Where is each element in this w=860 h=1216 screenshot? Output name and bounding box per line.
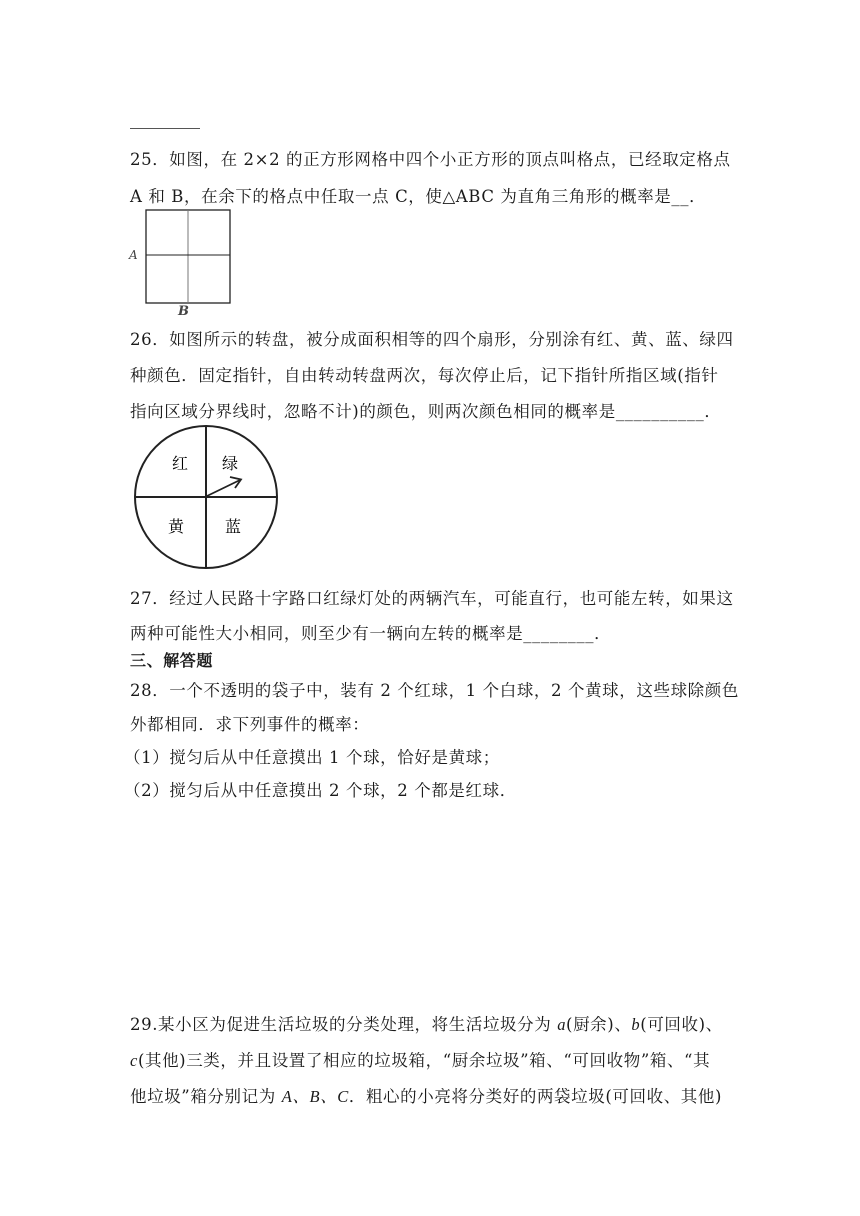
q27-line-2: 两种可能性大小相同，则至少有一辆向左转的概率是________．	[130, 624, 612, 643]
point-a-label: A	[129, 248, 138, 262]
q29-bin-labels: A、B、C	[281, 1087, 349, 1106]
q29-var-c: c	[130, 1051, 138, 1070]
grid-figure	[126, 205, 238, 317]
sector-yellow-label: 黄	[168, 517, 185, 536]
point-b-label: B	[178, 304, 189, 317]
sector-green-label: 绿	[222, 454, 239, 473]
q29-line-3	[130, 1083, 722, 1107]
q29-line-1-text-c: (可回收)、	[640, 1015, 723, 1034]
q28-part-1: （1）搅匀后从中任意摸出 1 个球，恰好是黄球；	[124, 748, 500, 767]
q27-line-1: 27．经过人民路十字路口红绿灯处的两辆汽车，可能直行，也可能左转，如果这	[130, 589, 734, 608]
q29-line-1	[130, 1011, 723, 1035]
sector-red-label: 红	[172, 454, 189, 473]
q28-line-1: 28．一个不透明的袋子中，装有 2 个红球，1 个白球，2 个黄球，这些球除颜色	[130, 681, 739, 700]
q29-line-3-text-b: ．粗心的小亮将分类好的两袋垃圾(可回收、其他)	[348, 1087, 723, 1106]
q29-line-2	[130, 1047, 710, 1071]
q26-line-1: 26．如图所示的转盘，被分成面积相等的四个扇形，分别涂有红、黄、蓝、绿四	[130, 330, 734, 349]
q29-var-a: a	[557, 1015, 567, 1034]
sector-blue-label: 蓝	[225, 517, 242, 536]
q29-line-1-text-b: (厨余)、	[566, 1015, 632, 1034]
q26-line-3: 指向区域分界线时，忽略不计)的颜色，则两次颜色相同的概率是__________．	[130, 402, 722, 421]
q28-part-2: （2）搅匀后从中任意摸出 2 个球，2 个都是红球．	[124, 781, 517, 800]
q26-line-2: 种颜色．固定指针，自由转动转盘两次，每次停止后，记下指针所指区域(指针	[130, 366, 719, 385]
q29-line-2-text: (其他)三类，并且设置了相应的垃圾箱，“厨余垃圾”箱、“可回收物”箱、“其	[137, 1051, 711, 1070]
q29-line-3-text-a: 他垃圾”箱分别记为	[130, 1087, 282, 1106]
q29-var-b: b	[631, 1015, 641, 1034]
q25-line-1: 25．如图，在 2×2 的正方形网格中四个小正方形的顶点叫格点，已经取定格点	[130, 150, 731, 169]
q28-line-2: 外都相同．求下列事件的概率：	[130, 715, 370, 734]
q25-line-2: A 和 B，在余下的格点中任取一点 C，使△ABC 为直角三角形的概率是__．	[130, 187, 707, 206]
section-heading: 三、解答题	[130, 651, 214, 670]
top-rule	[130, 128, 200, 129]
q29-line-1-text-a: 29.某小区为促进生活垃圾的分类处理，将生活垃圾分为	[130, 1015, 558, 1034]
spinner-figure	[130, 424, 282, 570]
